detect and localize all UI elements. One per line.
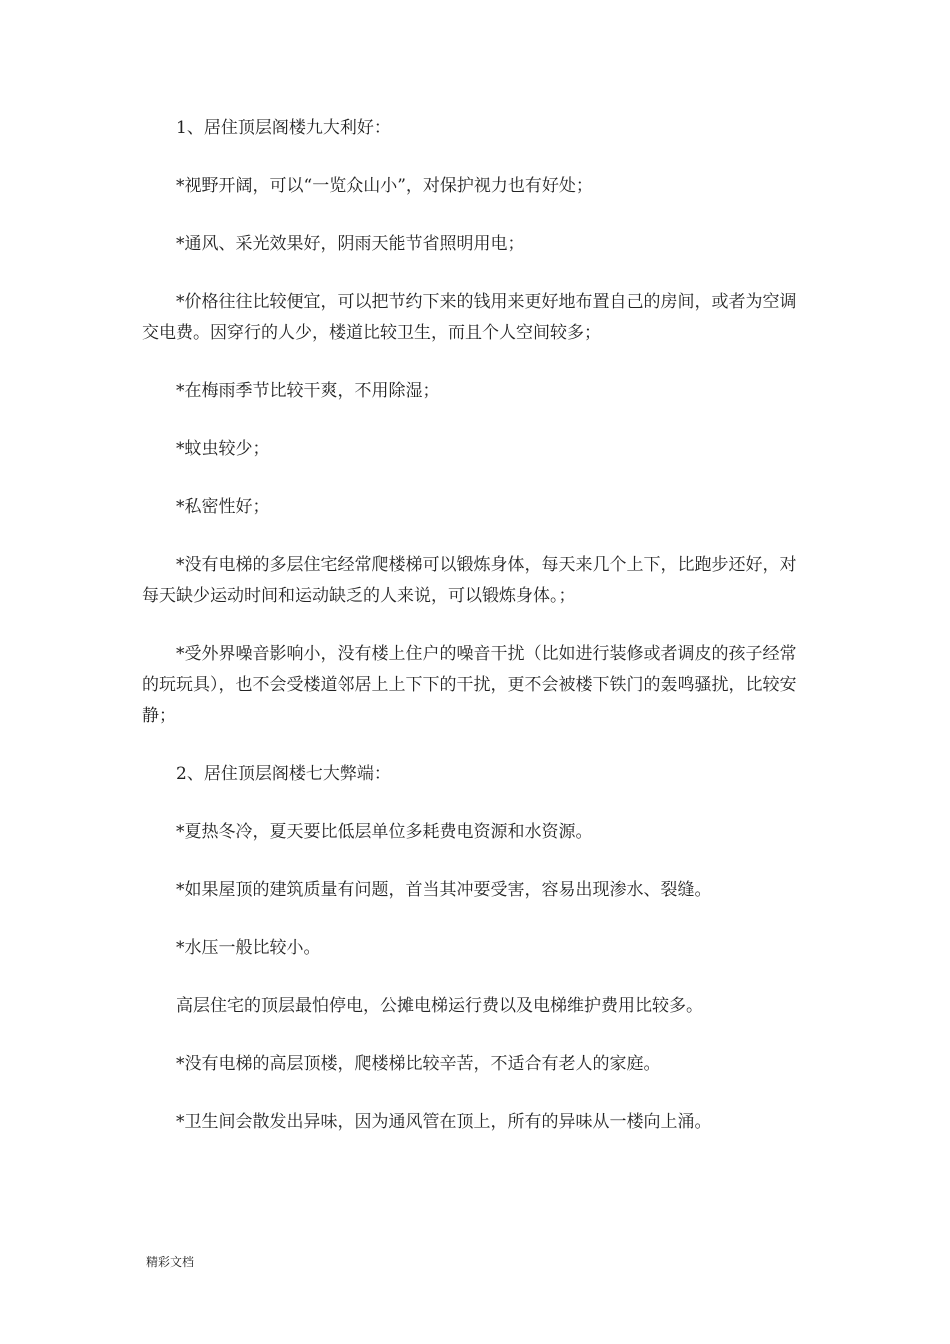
document-body: [142, 113, 810, 1165]
footer-label: 精彩文档: [146, 1255, 195, 1269]
paragraph: *蚊虫较少；: [176, 439, 270, 459]
paragraph: *视野开阔，可以“一览众山小”，对保护视力也有好处；: [176, 176, 593, 196]
paragraph: 高层住宅的顶层最怕停电，公摊电梯运行费以及电梯维护费用比较多。: [176, 996, 703, 1016]
paragraph: *如果屋顶的建筑质量有问题，首当其冲要受害，容易出现渗水、裂缝。: [176, 880, 712, 900]
paragraph: *没有电梯的高层顶楼，爬楼梯比较辛苦，不适合有老人的家庭。: [176, 1054, 661, 1074]
section-heading-advantages: 1、居住顶层阁楼九大利好：: [176, 118, 391, 138]
paragraph: *没有电梯的多层住宅经常爬楼梯可以锻炼身体，每天来几个上下，比跑步还好，对每天缺少运动时间和运动缺乏的人来说，可以锻炼身体。；: [142, 555, 797, 606]
paragraph: *夏热冬冷，夏天要比低层单位多耗费电资源和水资源。: [176, 822, 593, 842]
paragraph: *受外界噪音影响小，没有楼上住户的噪音干扰（比如进行装修或者调皮的孩子经常的玩玩具），也不会受楼道邻居上上下下的干扰，更不会被楼下铁门的轰鸣骚扰，比较安静；: [142, 644, 797, 726]
paragraph: *在梅雨季节比较干爽，不用除湿；: [176, 381, 440, 401]
paragraph: *卫生间会散发出异味，因为通风管在顶上，所有的异味从一楼向上涌。: [176, 1112, 712, 1132]
paragraph: *水压一般比较小。: [176, 938, 321, 958]
paragraph: *价格往往比较便宜，可以把节约下来的钱用来更好地布置自己的房间，或者为空调交电费。因穿行的人少，楼道比较卫生，而且个人空间较多；: [142, 292, 797, 343]
section-heading-disadvantages: 2、居住顶层阁楼七大弊端：: [176, 764, 391, 784]
paragraph: *通风、采光效果好，阴雨天能节省照明用电；: [176, 234, 525, 254]
paragraph: *私密性好；: [176, 497, 270, 517]
